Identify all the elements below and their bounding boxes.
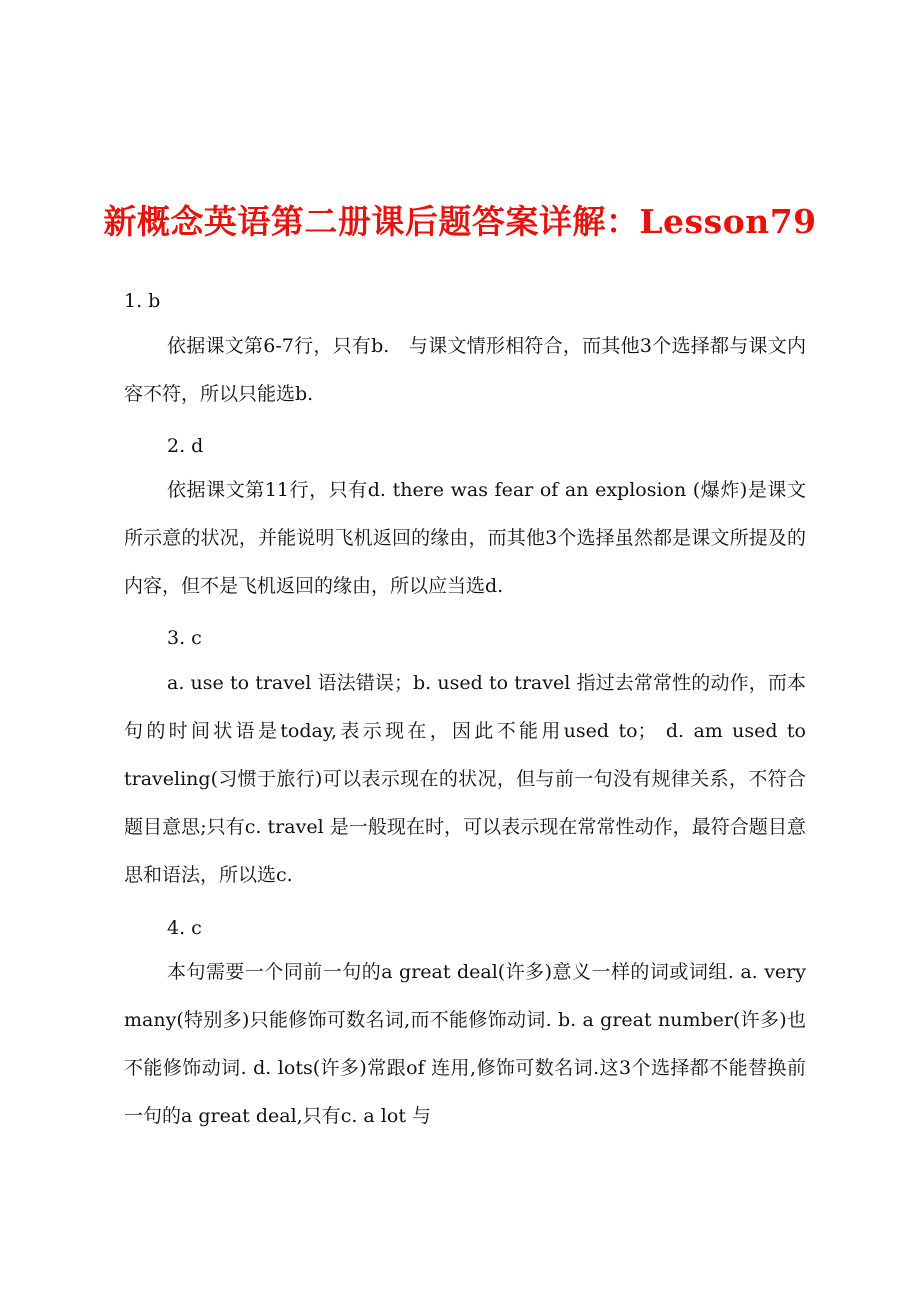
question-4-explanation: 本句需要一个同前一句的a great deal(许多)意义一样的词或词组. a. very many(特别多)只能修饰可数名词,而不能修饰动词. b. a great number(许多)也不能修饰动词. d. lots(许多)常跟of 连用,修饰可数名词.这3个选择都不能替换前一句的a great deal,只有c. a lot 与 xyxy=(124,961,806,1127)
question-2-explanation: 依据课文第11行，只有d. there was fear of an explosion (爆炸)是课文所示意的状况，并能说明飞机返回的缘由，而其他3个选择虽然都是课文所提及的内容，但不是飞机返回的缘由，所以应当选d. xyxy=(124,479,806,597)
question-3-number: 3. c xyxy=(167,627,202,649)
question-1-explanation: 依据课文第6-7行，只有b. 与课文情形相符合，而其他3个选择都与课文内容不符，所以只能选b. xyxy=(124,335,806,405)
question-3-explanation: a. use to travel 语法错误；b. used to travel 指过去常常性的动作，而本句的时间状语是today,表示现在，因此不能用used to； d. am used to traveling(习惯于旅行)可以表示现在的状况，但与前一句没有规律关系，不符合题目意思;只有c. travel 是一般现在时，可以表示现在常常性动作，最符合题目意思和语法，所以选c. xyxy=(124,672,806,886)
question-4-number: 4. c xyxy=(167,917,202,939)
question-2-number: 2. d xyxy=(167,435,204,457)
document-title: 新概念英语第二册课后题答案详解：Lesson79 xyxy=(103,202,817,241)
question-1-number: 1. b xyxy=(124,290,161,312)
